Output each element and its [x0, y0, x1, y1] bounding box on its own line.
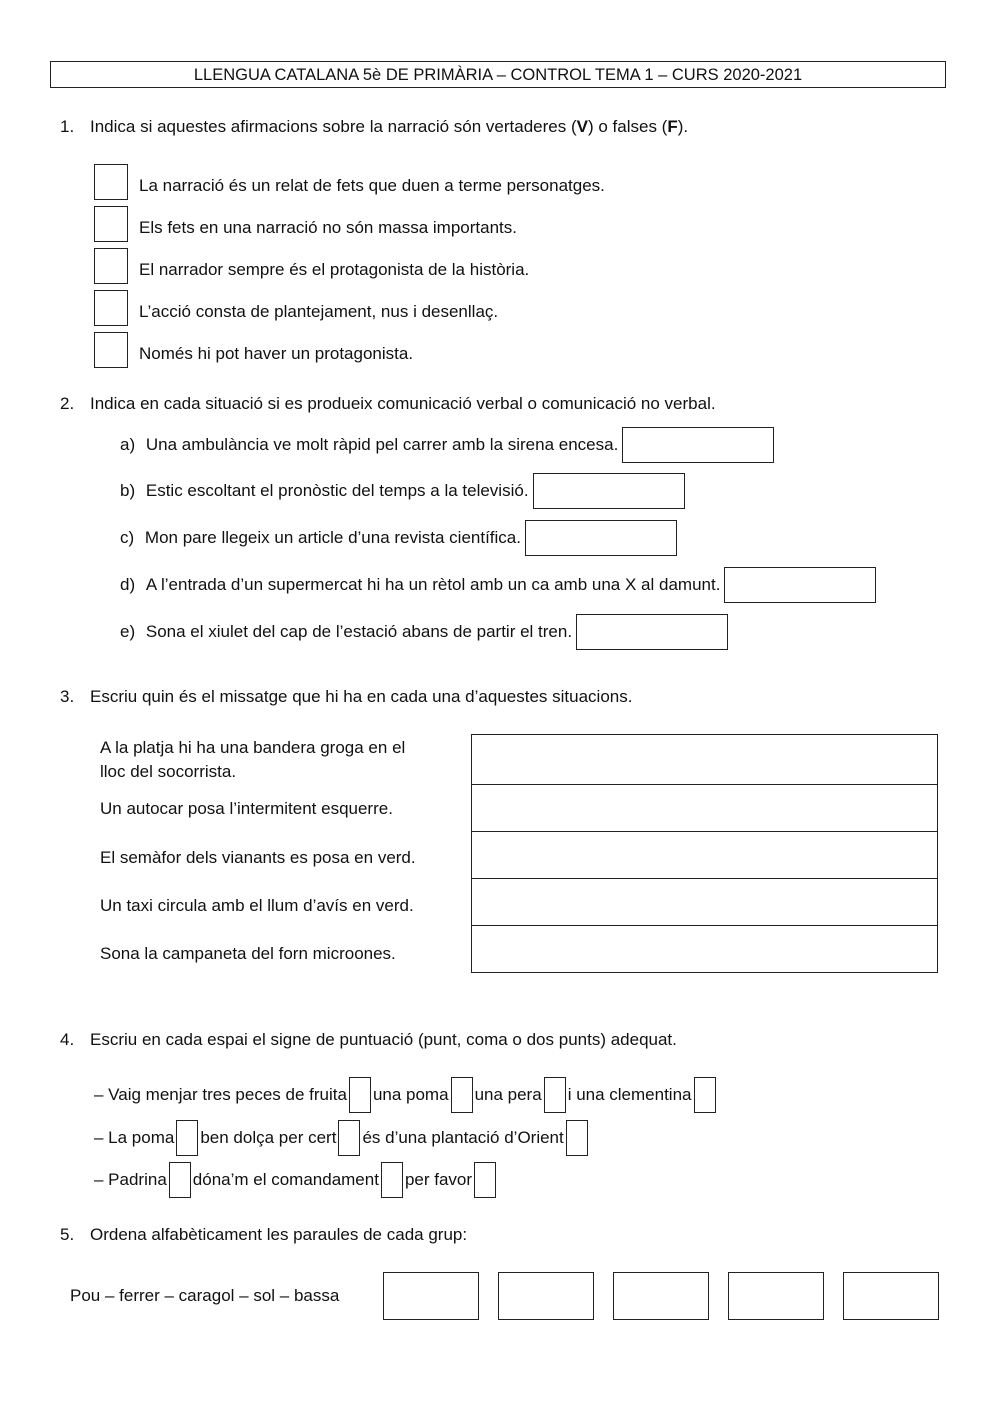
message-answer-cell[interactable] — [472, 926, 938, 973]
sentence-fragment: una pera — [474, 1085, 542, 1104]
statement-text: El narrador sempre és el protagonista de la història. — [139, 260, 530, 279]
sentence-fragment: ben dolça per cert — [200, 1128, 337, 1147]
sentence-fragment: una poma — [372, 1085, 449, 1104]
punctuation-box[interactable] — [566, 1120, 588, 1156]
punctuation-box[interactable] — [169, 1162, 191, 1198]
situation-text: Estic escoltant el pronòstic del temps a la televisió. — [145, 481, 529, 500]
punctuation-box[interactable] — [694, 1077, 716, 1113]
question-text: Indica si aquestes afirmacions sobre la narració són vertaderes (V) o falses (F). — [90, 117, 689, 136]
message-answer-cell[interactable] — [472, 879, 938, 926]
message-answer-table — [471, 734, 938, 973]
item-letter: b) — [120, 481, 136, 500]
punctuation-box[interactable] — [176, 1120, 198, 1156]
sentence-fragment: és d’una plantació d’Orient — [362, 1128, 564, 1147]
question-number: 5. — [60, 1225, 75, 1244]
order-box[interactable] — [383, 1272, 479, 1320]
situation-text: Sona la campaneta del forn microones. — [100, 944, 396, 963]
question-4-heading — [60, 1029, 960, 1051]
statement-text: Només hi pot haver un protagonista. — [139, 344, 414, 363]
order-box[interactable] — [728, 1272, 824, 1320]
question-text: Indica en cada situació si es produeix comunicació verbal o comunicació no verbal. — [90, 394, 716, 413]
question-number: 2. — [60, 394, 75, 413]
true-false-box[interactable] — [94, 248, 128, 284]
question-text: Escriu en cada espai el signe de puntuació (punt, coma o dos punts) adequat. — [90, 1030, 677, 1049]
punctuation-box[interactable] — [349, 1077, 371, 1113]
situation-row — [120, 567, 876, 603]
answer-box[interactable] — [622, 427, 774, 463]
word-group: Pou – ferrer – caragol – sol – bassa — [70, 1286, 340, 1305]
punctuation-box[interactable] — [474, 1162, 496, 1198]
situation-row — [120, 614, 728, 650]
situation-text: Mon pare llegeix un article d’una revista científica. — [144, 528, 521, 547]
item-letter: a) — [120, 435, 136, 454]
sentence-fragment: i una clementina — [567, 1085, 692, 1104]
situation-row — [120, 427, 774, 463]
punctuation-box[interactable] — [451, 1077, 473, 1113]
situation-text: Una ambulància ve molt ràpid pel carrer amb la sirena encesa. — [145, 435, 619, 454]
question-text: Ordena alfabèticament les paraules de cada grup: — [90, 1225, 468, 1244]
item-letter: e) — [120, 622, 136, 641]
question-number: 1. — [60, 117, 75, 136]
answer-box[interactable] — [576, 614, 728, 650]
situation-text: A la platja hi ha una bandera groga en el lloc del socorrista. — [100, 738, 406, 781]
statement-text: La narració és un relat de fets que duen a terme personatges. — [139, 176, 605, 195]
situation-row — [120, 473, 685, 509]
sentence-fragment: dóna’m el comandament — [192, 1170, 379, 1189]
false-letter: F — [667, 117, 678, 136]
question-2-heading — [60, 393, 960, 415]
sentence-fragment: – La poma — [94, 1128, 175, 1147]
situation-text: El semàfor dels vianants es posa en verd. — [100, 848, 416, 867]
answer-box[interactable] — [525, 520, 677, 556]
question-number: 4. — [60, 1030, 75, 1049]
order-box[interactable] — [843, 1272, 939, 1320]
sentence-fragment: per favor — [404, 1170, 473, 1189]
order-box[interactable] — [498, 1272, 594, 1320]
true-false-box[interactable] — [94, 290, 128, 326]
page-title: LLENGUA CATALANA 5è DE PRIMÀRIA – CONTROL TEMA 1 – CURS 2020-2021 — [50, 61, 946, 88]
item-letter: d) — [120, 575, 136, 594]
answer-box[interactable] — [533, 473, 685, 509]
order-box[interactable] — [613, 1272, 709, 1320]
situation-text: Un autocar posa l’intermitent esquerre. — [100, 799, 393, 818]
question-5-heading — [60, 1224, 960, 1246]
message-answer-cell[interactable] — [472, 735, 938, 785]
punctuation-box[interactable] — [544, 1077, 566, 1113]
true-false-box[interactable] — [94, 332, 128, 368]
sentence-fragment: – Padrina — [94, 1170, 167, 1189]
statement-text: L’acció consta de plantejament, nus i desenllaç. — [139, 302, 499, 321]
punctuation-box[interactable] — [381, 1162, 403, 1198]
situation-row — [120, 520, 677, 556]
situation-text: A l’entrada d’un supermercat hi ha un rètol amb un ca amb una X al damunt. — [145, 575, 721, 594]
punctuation-sentence — [94, 1162, 498, 1198]
question-1-heading — [60, 116, 960, 138]
sentence-fragment: – Vaig menjar tres peces de fruita — [94, 1085, 347, 1104]
punctuation-box[interactable] — [338, 1120, 360, 1156]
punctuation-sentence — [94, 1077, 718, 1113]
situation-text: Sona el xiulet del cap de l’estació abans de partir el tren. — [145, 622, 573, 641]
situation-text: Un taxi circula amb el llum d’avís en verd. — [100, 896, 414, 915]
message-answer-cell[interactable] — [472, 832, 938, 879]
question-number: 3. — [60, 687, 75, 706]
answer-box[interactable] — [724, 567, 876, 603]
true-false-box[interactable] — [94, 206, 128, 242]
item-letter: c) — [120, 528, 135, 547]
question-3-heading — [60, 686, 960, 708]
true-false-box[interactable] — [94, 164, 128, 200]
statement-text: Els fets en una narració no són massa importants. — [139, 218, 517, 237]
true-letter: V — [576, 117, 588, 136]
punctuation-sentence — [94, 1120, 590, 1156]
question-text: Escriu quin és el missatge que hi ha en cada una d’aquestes situacions. — [90, 687, 633, 706]
message-answer-cell[interactable] — [472, 785, 938, 832]
